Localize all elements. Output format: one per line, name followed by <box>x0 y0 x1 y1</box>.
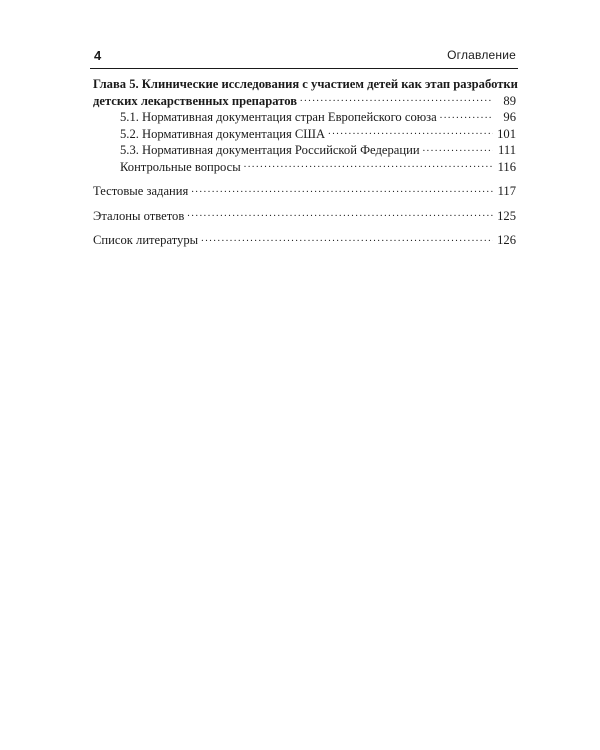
toc-chapter-title-line1: Глава 5. Клинические исследования с участием детей как этап разработки <box>93 77 518 91</box>
page-number: 4 <box>94 48 102 63</box>
toc-entry-answer-keys[interactable] <box>93 208 516 225</box>
toc-section-review-questions[interactable] <box>93 159 516 176</box>
toc-section-title: 5.2. Нормативная документация США <box>120 126 326 141</box>
toc-leader <box>440 109 493 121</box>
toc-page-number: 101 <box>497 126 516 141</box>
running-title: Оглавление <box>447 48 516 62</box>
toc-page-number: 111 <box>498 143 516 157</box>
toc-page-number: 89 <box>503 93 516 108</box>
toc-section-title: 5.1. Нормативная документация стран Европейского союза <box>120 110 437 124</box>
toc-chapter-title-line2: детских лекарственных препаратов <box>93 93 298 108</box>
table-of-contents <box>93 76 516 249</box>
toc-leader <box>191 183 493 195</box>
toc-page-number: 126 <box>497 233 516 247</box>
toc-leader <box>201 232 493 244</box>
toc-section-5-3[interactable] <box>93 142 516 159</box>
toc-entry-test-tasks[interactable] <box>93 183 516 200</box>
toc-chapter-entry[interactable] <box>93 93 516 110</box>
toc-leader <box>328 126 493 138</box>
toc-section-title: 5.3. Нормативная документация Российской Федерации <box>120 143 420 157</box>
toc-page-number: 116 <box>497 159 516 174</box>
toc-entry-bibliography[interactable] <box>93 232 516 249</box>
toc-section-5-1[interactable] <box>93 109 516 126</box>
header-divider <box>90 68 518 69</box>
toc-page-number: 96 <box>503 110 516 124</box>
toc-entry-title: Тестовые задания <box>93 184 189 198</box>
toc-page-number: 117 <box>497 184 516 198</box>
toc-section-title: Контрольные вопросы <box>120 159 241 174</box>
toc-leader <box>300 93 493 105</box>
toc-page-number: 125 <box>497 208 516 223</box>
toc-entry-title: Эталоны ответов <box>93 208 185 223</box>
toc-leader <box>187 208 493 220</box>
page-header <box>94 48 516 66</box>
toc-leader <box>244 159 493 171</box>
toc-entry-title: Список литературы <box>93 233 199 247</box>
toc-section-5-2[interactable] <box>93 126 516 143</box>
toc-leader <box>423 142 493 154</box>
